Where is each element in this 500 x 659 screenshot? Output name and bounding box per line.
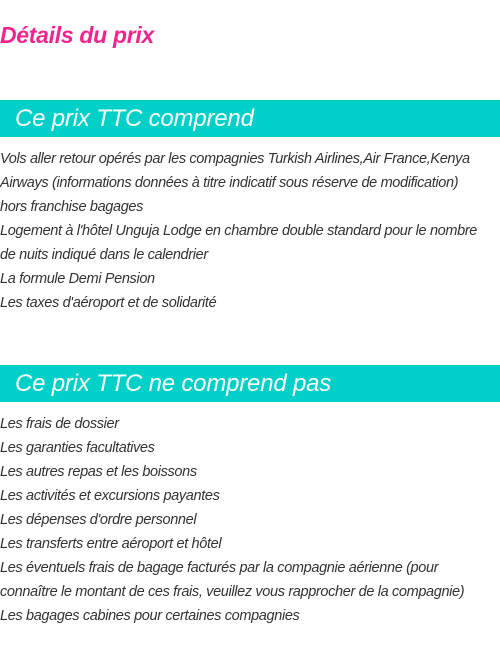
- excluded-line: connaître le montant de ces frais, veuillez vous rapprocher de la compagnie): [0, 584, 465, 600]
- excluded-section-heading: Ce prix TTC ne comprend pas: [0, 365, 500, 402]
- included-line: Les taxes d'aéroport et de solidarité: [0, 295, 217, 311]
- included-line: Vols aller retour opérés par les compagnies Turkish Airlines,Air France,Kenya: [0, 151, 470, 167]
- included-list: [0, 147, 500, 315]
- page-title: Détails du prix: [0, 22, 154, 48]
- included-line: hors franchise bagages: [0, 199, 144, 215]
- included-line: La formule Demi Pension: [0, 271, 155, 287]
- excluded-line: Les bagages cabines pour certaines compagnies: [0, 608, 300, 624]
- excluded-line: Les garanties facultatives: [0, 440, 155, 456]
- excluded-line: Les éventuels frais de bagage facturés par la compagnie aérienne (pour: [0, 560, 439, 576]
- excluded-line: Les activités et excursions payantes: [0, 488, 220, 504]
- included-line: Airways (informations données à titre indicatif sous réserve de modification): [0, 175, 459, 191]
- included-section-heading: Ce prix TTC comprend: [0, 100, 500, 137]
- included-line: de nuits indiqué dans le calendrier: [0, 247, 208, 263]
- excluded-list: [0, 412, 500, 628]
- included-line: Logement à l'hôtel Unguja Lodge en chambre double standard pour le nombre: [0, 223, 478, 239]
- excluded-line: Les dépenses d'ordre personnel: [0, 512, 197, 528]
- excluded-line: Les autres repas et les boissons: [0, 464, 197, 480]
- excluded-line: Les frais de dossier: [0, 416, 119, 432]
- excluded-line: Les transferts entre aéroport et hôtel: [0, 536, 222, 552]
